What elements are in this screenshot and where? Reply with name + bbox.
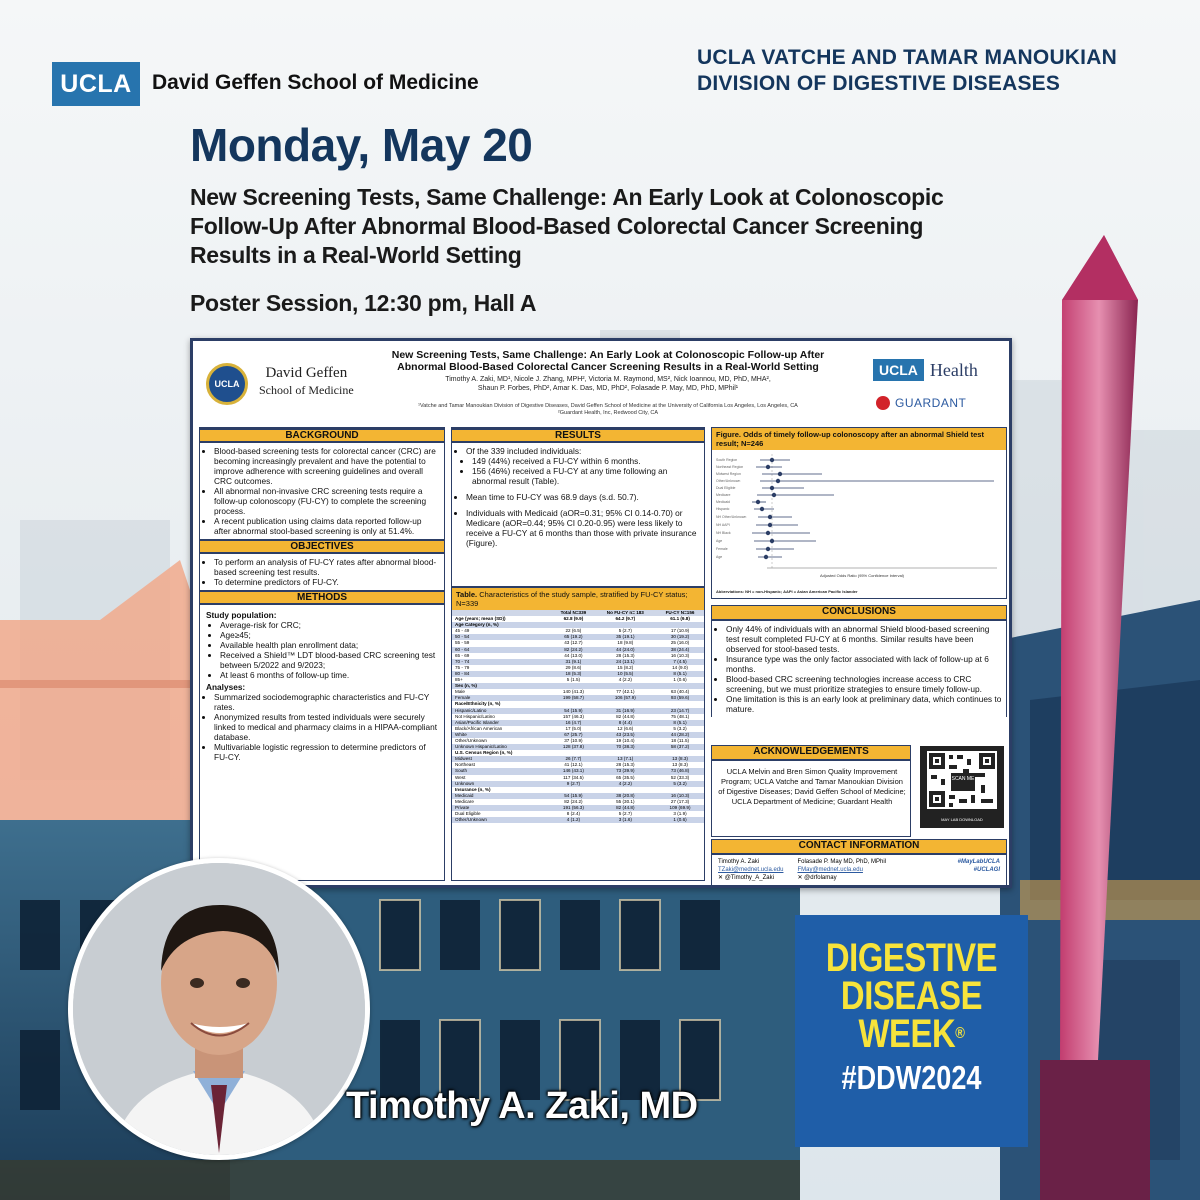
svg-text:Midwest Region: Midwest Region — [716, 472, 741, 476]
table-cell: Asian/Pacific Islander — [452, 720, 552, 726]
speaker-name: Timothy A. Zaki, MD — [346, 1085, 698, 1127]
methods-item: • Average-risk for CRC; — [220, 620, 440, 630]
table-cell: Not Hispanic/Latino — [455, 713, 495, 719]
authors-line-2: Shaun P. Forbes, PhD², Amar K. Das, MD, PhD², Folasade P. May, MD, PhD, MPhil¹ — [477, 385, 739, 392]
table-cell: 31 (16.9) — [595, 708, 656, 714]
contact-hashtags — [958, 858, 1000, 882]
table-cell: Unknown — [452, 781, 552, 787]
contact-heading: CONTACT INFORMATION — [712, 840, 1006, 855]
svg-text:Female: Female — [716, 547, 728, 551]
table-cell: 54 (15.9) — [552, 708, 594, 714]
table-cell: 106 (57.9) — [595, 695, 656, 701]
table-header-cell: Total N=339 — [552, 610, 594, 616]
presentation-title — [190, 183, 1070, 270]
table-cell: Female — [452, 695, 552, 701]
table-cell: 13 (8.3) — [672, 762, 688, 768]
poster-affiliations — [353, 403, 863, 417]
affiliation-line-1: ¹Vatche and Tamar Manoukian Division of Digestive Diseases, David Geffen School of Medicine at the University of California Los Angeles, Los Angeles, CA — [418, 403, 798, 409]
background-heading: BACKGROUND — [200, 428, 444, 443]
conclusions-item: • Only 44% of individuals with an abnormal Shield blood-based screening test result completed FU-CY at 6 months. Similar results have been observed for stool-based tests. — [726, 624, 1002, 654]
svg-text:Dual Eligible: Dual Eligible — [716, 486, 736, 490]
guardant-icon — [876, 396, 890, 410]
poster-column-middle — [451, 427, 705, 881]
qr-code-icon — [919, 745, 1005, 829]
table-cell: 30 (19.2) — [656, 634, 704, 640]
table-cell: 18 (9.8) — [617, 640, 634, 646]
table-cell: 29 (8.6) — [565, 664, 582, 670]
guardant-word: GUARDANT — [895, 396, 967, 410]
table-cell: 18 (11.5) — [671, 737, 690, 743]
poster-school-line-1: David Geffen — [265, 365, 348, 381]
results-item: • Individuals with Medicaid (aOR=0.31; 95% CI 0.14-0.70) or Medicare (aOR=0.44; 95% CI 0.20-0.95) were less likely to receive a FU-CY at 6 months than those with private insurance (Figure). — [466, 508, 700, 548]
table-cell: 44 (13.0) — [564, 652, 583, 658]
background-list — [200, 443, 444, 539]
table-cell: 17 (5.0) — [565, 725, 582, 731]
ucla-seal-icon: UCLA — [206, 363, 248, 405]
methods-item: • Available health plan enrollment data; — [220, 640, 440, 650]
qr-code[interactable] — [919, 745, 1005, 829]
table-cell: 27 (17.3) — [670, 798, 690, 804]
svg-text:Other/Unknown: Other/Unknown — [716, 479, 741, 483]
ucla-health-word: Health — [929, 359, 978, 380]
table-cell: 7 (4.5) — [656, 659, 704, 665]
table-cell: 26 (7.7) — [552, 756, 594, 762]
qr-scan-label: SCAN ME — [951, 776, 975, 782]
table-cell: 77 (42.1) — [616, 689, 635, 695]
table-cell: 5 (3.2) — [673, 725, 687, 731]
table-cell: 16 (4.7) — [552, 720, 594, 726]
table-cell: 191 (56.3) — [552, 805, 594, 811]
analyses-item: • Multivariable logistic regression to determine predictors of FU-CY. — [214, 742, 440, 762]
table-cell: 4 (1.2) — [552, 817, 594, 823]
ucla-health-box: UCLA — [873, 359, 924, 381]
table-cell: Medicare — [455, 798, 474, 804]
contact-section — [711, 839, 1007, 887]
table-header-cell: No FU-CY n= 183 — [595, 610, 656, 616]
methods-item: • Received a Shield™ LDT blood-based CRC screening test between 5/2022 and 9/2023; — [220, 650, 440, 670]
division-name — [697, 45, 1117, 97]
ddw-line-1: DIGESTIVE — [825, 936, 998, 980]
table-cell: 8 (2.4) — [566, 811, 581, 817]
table-cell: Sex (n, %) — [452, 683, 552, 689]
conclusions-section — [711, 605, 1007, 717]
conclusions-item: • One limitation is this is an early look at preliminary data, which continues to mature. — [726, 694, 1002, 714]
table-caption — [452, 588, 704, 610]
table-cell: 8 (5.1) — [656, 671, 704, 677]
svg-text:Age: Age — [716, 555, 723, 559]
conclusions-item: • Blood-based CRC screening technologies increase access to CRC screening, but we must prioritize strategies to ensure timely follow-up. — [726, 674, 1002, 694]
poster-school-logo — [259, 365, 354, 399]
table-cell: Male — [455, 689, 465, 695]
table-cell: Medicaid — [452, 793, 552, 799]
analyses-list — [206, 692, 440, 762]
table-cell: Other/Unknown — [452, 817, 552, 823]
contact-handle-2: ✕ @drfolamay — [797, 875, 837, 881]
table-cell: 62.8 (9.9) — [563, 616, 584, 622]
table-cell: 19 (10.4) — [616, 737, 635, 743]
table-cell: 65 (35.5) — [616, 774, 635, 780]
hashtag-maylab: #MayLabUCLA — [957, 859, 1000, 865]
conclusions-list — [712, 621, 1006, 717]
results-subitem: • 149 (44%) received a FU-CY within 6 months. — [472, 456, 700, 466]
objectives-list — [200, 554, 444, 590]
division-line-1: UCLA VATCHE AND TAMAR MANOUKIAN — [697, 46, 1117, 69]
methods-item: • At least 6 months of follow-up time. — [220, 670, 440, 680]
methods-item: • Age≥45; — [220, 630, 440, 640]
contact-handle-1-text: @Timothy_A_Zaki — [724, 875, 774, 881]
contact-may — [797, 858, 886, 882]
conclusions-item: • Insurance type was the only factor associated with lack of follow-up at 6 months. — [726, 654, 1002, 674]
table-cell: 82 (24.2) — [552, 647, 594, 653]
school-name: David Geffen School of Medicine — [152, 71, 479, 94]
table-cell: Hispanic/Latino — [452, 708, 552, 714]
contact-name-1: Timothy A. Zaki — [718, 859, 760, 865]
contact-body — [712, 855, 1006, 885]
table-cell: 55 (30.1) — [616, 798, 635, 804]
results-item: • Of the 339 included individuals: — [466, 446, 700, 456]
analyses-item: • Summarized sociodemographic characteristics and FU-CY rates. — [214, 692, 440, 712]
table-cell: 13 (7.1) — [595, 756, 656, 762]
table-cell: 128 (37.8) — [552, 744, 594, 750]
table-cell: 37 (10.9) — [564, 737, 583, 743]
analyses-item: • Anonymized results from tested individuals were securely linked to medical and pharmacy claims in a HIPAA-compliant database. — [214, 712, 440, 742]
table-cell: 73 (46.8) — [656, 768, 704, 774]
authors-line-1: Timothy A. Zaki, MD¹, Nicole J. Zhang, MPH², Victoria M. Raymond, MS², Nick Ioannou, MD, PhD, MHA², — [445, 376, 771, 383]
qr-label: MAY LAB DOWNLOAD — [941, 817, 983, 822]
table-cell: 28 (15.3) — [616, 762, 635, 768]
table-cell: 5 (3.2) — [656, 781, 704, 787]
table-cell: Age (years; mean (SD)) — [455, 616, 506, 622]
contact-handle-2-text: @drfolamay — [804, 875, 837, 881]
acknowledgements-text: UCLA Melvin and Bren Simon Quality Improvement Program; UCLA Vatche and Tamar Manoukian Division of Digestive Diseases; David Geffen School of Medicine; UCLA Department of Medicine; Guardant Health — [718, 767, 906, 806]
contact-email-2[interactable]: FMay@mednet.ucla.edu — [797, 867, 863, 873]
ddw-line-2: DISEASE — [840, 974, 983, 1018]
table-cell: 70 (38.3) — [595, 744, 656, 750]
poster-school-line-2: School of Medicine — [259, 383, 354, 397]
table-cell: 61.1 (9.8) — [670, 616, 690, 622]
table-cell: 45 - 49 — [455, 628, 470, 634]
hashtag-uclagi: #UCLAGI — [973, 867, 1000, 873]
table-cell: 1 (0.6) — [673, 677, 687, 683]
methods-body — [200, 605, 444, 765]
ucla-logo: UCLA — [52, 62, 140, 106]
table-cell: 8 (4.4) — [595, 720, 656, 726]
study-population-label: Study population: — [206, 610, 277, 620]
ddw-line-3 — [816, 1012, 1007, 1056]
objectives-heading: OBJECTIVES — [200, 539, 444, 554]
background-item: • Blood-based screening tests for colorectal cancer (CRC) are becoming increasingly prevalent and have the potential to improve adherence with screening guidelines and overall CRC outcomes. — [214, 446, 440, 486]
table-cell: Dual Eligible — [455, 811, 481, 817]
table-cell: 25 (16.0) — [670, 640, 690, 646]
table-cell: U.S. Census Region (n, %) — [455, 750, 513, 756]
division-line-2: DIVISION OF DIGESTIVE DISEASES — [697, 72, 1061, 95]
table-cell: 22 (6.5) — [565, 628, 582, 634]
table-cell: 60 - 64 — [452, 647, 552, 653]
guardant-logo — [876, 396, 966, 410]
ucla-health-logo — [873, 359, 978, 381]
table-header-cell: FU-CY N=156 — [656, 610, 704, 616]
table-cell: 35 (19.1) — [595, 634, 656, 640]
results-body — [452, 443, 704, 551]
study-population-list — [206, 620, 440, 680]
table-cell: 44 (28.2) — [656, 732, 704, 738]
table-cell: Other/Unknown — [455, 737, 487, 743]
table-cell: 1 (0.6) — [656, 817, 704, 823]
table-cell: Unknown Hispanic/Latino — [452, 744, 552, 750]
table-cell: 9 (2.7) — [552, 781, 594, 787]
svg-text:Medicaid: Medicaid — [716, 500, 731, 504]
table-cell: West — [455, 774, 466, 780]
table-cell: 82 (44.8) — [616, 713, 635, 719]
ddw-badge — [795, 915, 1028, 1147]
poster-title — [363, 349, 853, 373]
contact-email-1[interactable]: TZaki@mednet.ucla.edu — [718, 867, 784, 873]
poster-column-right — [711, 427, 1007, 881]
title-line-3: Results in a Real-World Setting — [190, 242, 522, 268]
table-cell: 67 (25.7) — [552, 732, 594, 738]
ddw-hashtag: #DDW2024 — [841, 1059, 982, 1096]
table-cell: Private — [452, 805, 552, 811]
methods-heading: METHODS — [200, 590, 444, 605]
table-cell: 43 (23.5) — [595, 732, 656, 738]
figure-caption — [712, 428, 1006, 450]
table-cell: 10 (5.5) — [595, 671, 656, 677]
table-cell: Northeast — [455, 762, 475, 768]
table-cell: 63 (40.4) — [670, 689, 690, 695]
table-cell: 52 (33.3) — [670, 774, 690, 780]
poster-title-line-2: Abnormal Blood-Based Colorectal Cancer Screening Results in a Real-World Setting — [397, 361, 819, 373]
table-cell: White — [452, 732, 552, 738]
table-cell: 44 (24.0) — [595, 647, 656, 653]
table-cell: 8 (5.1) — [656, 720, 704, 726]
table-cell: 43 (12.7) — [564, 640, 583, 646]
table-cell: South — [452, 768, 552, 774]
svg-text:Hispanic: Hispanic — [716, 507, 730, 511]
table-cell: Age Category (n, %) — [452, 622, 552, 628]
table-cell: 109 (69.9) — [656, 805, 704, 811]
table-cell: Midwest — [452, 756, 552, 762]
table-cell: 80 - 84 — [452, 671, 552, 677]
ddw-registered-mark: ® — [955, 1025, 965, 1042]
table-cell: 38 (20.8) — [595, 793, 656, 799]
title-line-2: Follow-Up After Abnormal Blood-Based Colorectal Cancer Screening — [190, 213, 924, 239]
table-cell: 75 (48.1) — [670, 713, 690, 719]
table-cell: 18 (5.3) — [552, 671, 594, 677]
table-cell: 17 (10.9) — [670, 628, 690, 634]
table-cell: 15 (8.2) — [617, 664, 634, 670]
results-heading: RESULTS — [452, 428, 704, 443]
poster-preview — [190, 338, 1012, 888]
contact-zaki — [718, 858, 783, 882]
table-cell: 5 (2.7) — [618, 811, 632, 817]
table-cell: 16 (10.3) — [670, 652, 690, 658]
table-cell: 13 (8.3) — [656, 756, 704, 762]
ddw-line-3-text: WEEK — [858, 1012, 956, 1056]
table-cell: 24 (13.1) — [595, 659, 656, 665]
table-section — [452, 586, 704, 823]
contact-name-2: Folasade P. May MD, PhD, MPhil — [797, 859, 887, 865]
background-item: • All abnormal non-invasive CRC screening tests require a follow-up colonoscopy (FU-CY) to complete the screening process. — [214, 486, 440, 516]
contact-handle-1: ✕ @Timothy_A_Zaki — [718, 875, 774, 881]
svg-text:South Region: South Region — [716, 458, 738, 462]
svg-text:Medicare: Medicare — [716, 493, 731, 497]
table-cell: 28 (15.3) — [616, 652, 635, 658]
table-cell: 23 (14.7) — [656, 708, 704, 714]
table-cell: 41 (12.1) — [564, 762, 583, 768]
table-cell: 5 (1.5) — [566, 677, 581, 683]
acknowledgements-heading: ACKNOWLEDGEMENTS — [712, 746, 910, 761]
background-item: • A recent publication using claims data reported follow-up after abnormal stool-based screening is only at 51.4%. — [214, 516, 440, 536]
figure-caption-text: Odds of timely follow-up colonoscopy after an abnormal Shield test result; N=246 — [716, 430, 984, 448]
table-cell: 199 (58.7) — [552, 695, 594, 701]
session-info: Poster Session, 12:30 pm, Hall A — [190, 290, 537, 316]
table-cell: Black/African American — [455, 725, 503, 731]
table-cell: Race/Ethnicity (n, %) — [455, 701, 501, 707]
table-cell: 157 (46.3) — [562, 713, 584, 719]
characteristics-table — [452, 610, 704, 823]
forest-plot-x-label: Adjusted Odds Ratio (95% Confidence Interval) — [819, 573, 905, 578]
results-item: • Mean time to FU-CY was 68.9 days (s.d. 50.7). — [466, 492, 700, 502]
table-cell: 65 (19.2) — [552, 634, 594, 640]
figure-box — [711, 427, 1007, 599]
table-cell: 82 (24.2) — [564, 798, 583, 804]
figure-abbreviations: Abbreviations: NH = non-Hispanic; AAPI = Asian American Pacific Islander — [716, 589, 858, 594]
figure-caption-label: Figure. — [716, 430, 742, 439]
analyses-label: Analyses: — [206, 682, 246, 692]
poster-title-line-1: New Screening Tests, Same Challenge: An Early Look at Colonoscopic Follow-up After — [391, 349, 825, 361]
table-cell: 85+ — [455, 677, 463, 683]
table-cell: 73 (39.9) — [595, 768, 656, 774]
table-cell: 75 - 79 — [455, 664, 470, 670]
poster-authors — [363, 375, 853, 393]
table-cell: 3 (1.9) — [673, 811, 687, 817]
objectives-item: • To perform an analysis of FU-CY rates after abnormal blood-based screening test results. — [214, 557, 440, 577]
table-cell: 54 (15.9) — [552, 793, 594, 799]
table-cell: 38 (24.4) — [656, 647, 704, 653]
speaker-photo — [68, 858, 370, 1160]
table-cell: Insurance (n, %) — [455, 786, 491, 792]
table-cell: 82 (44.8) — [595, 805, 656, 811]
table-cell: 146 (43.1) — [552, 768, 594, 774]
svg-text:NH AAPI: NH AAPI — [716, 523, 730, 527]
table-body — [452, 616, 704, 823]
table-cell: 14 (9.0) — [672, 664, 688, 670]
svg-text:NH Black: NH Black — [716, 531, 731, 535]
svg-text:Northeast Region: Northeast Region — [716, 465, 744, 469]
table-caption-label: Table. — [456, 590, 478, 599]
svg-text:Age: Age — [716, 539, 723, 543]
objectives-item: • To determine predictors of FU-CY. — [214, 577, 440, 587]
conclusions-heading: CONCLUSIONS — [712, 606, 1006, 621]
table-cell: 16 (10.3) — [656, 793, 704, 799]
table-cell: 64.2 (9.7) — [615, 616, 636, 622]
table-cell: 4 (2.2) — [595, 781, 656, 787]
table-cell: 70 - 74 — [452, 659, 552, 665]
svg-text:NH Other/Unknown: NH Other/Unknown — [716, 515, 747, 519]
results-subitem: • 156 (46%) received a FU-CY at any time following an abnormal result (Table). — [472, 466, 700, 486]
table-row — [452, 817, 704, 823]
table-caption-text: Characteristics of the study sample, stratified by FU-CY status; N=339 — [456, 590, 688, 608]
table-cell: 12 (6.6) — [617, 725, 634, 731]
event-date: Monday, May 20 — [190, 119, 533, 171]
affiliation-line-2: ²Guardant Health, Inc, Redwood City, CA — [557, 410, 659, 416]
table-cell: 31 (9.1) — [552, 659, 594, 665]
table-cell: 55 - 59 — [455, 640, 470, 646]
speaker-portrait-icon — [73, 863, 365, 1155]
poster-column-left — [199, 427, 445, 881]
acknowledgements-section — [711, 745, 911, 837]
table-cell: 5 (2.7) — [618, 628, 632, 634]
table-cell: 93 (59.6) — [656, 695, 704, 701]
table-cell: 4 (2.2) — [618, 677, 632, 683]
table-cell: 50 - 54 — [452, 634, 552, 640]
title-line-1: New Screening Tests, Same Challenge: An Early Look at Colonoscopic — [190, 184, 944, 210]
table-cell: 117 (34.5) — [563, 774, 584, 780]
table-cell: 58 (37.2) — [656, 744, 704, 750]
table-cell: 140 (41.3) — [562, 689, 584, 695]
table-cell: 3 (1.6) — [595, 817, 656, 823]
table-cell: 65 - 69 — [455, 652, 470, 658]
forest-plot — [712, 450, 1006, 582]
